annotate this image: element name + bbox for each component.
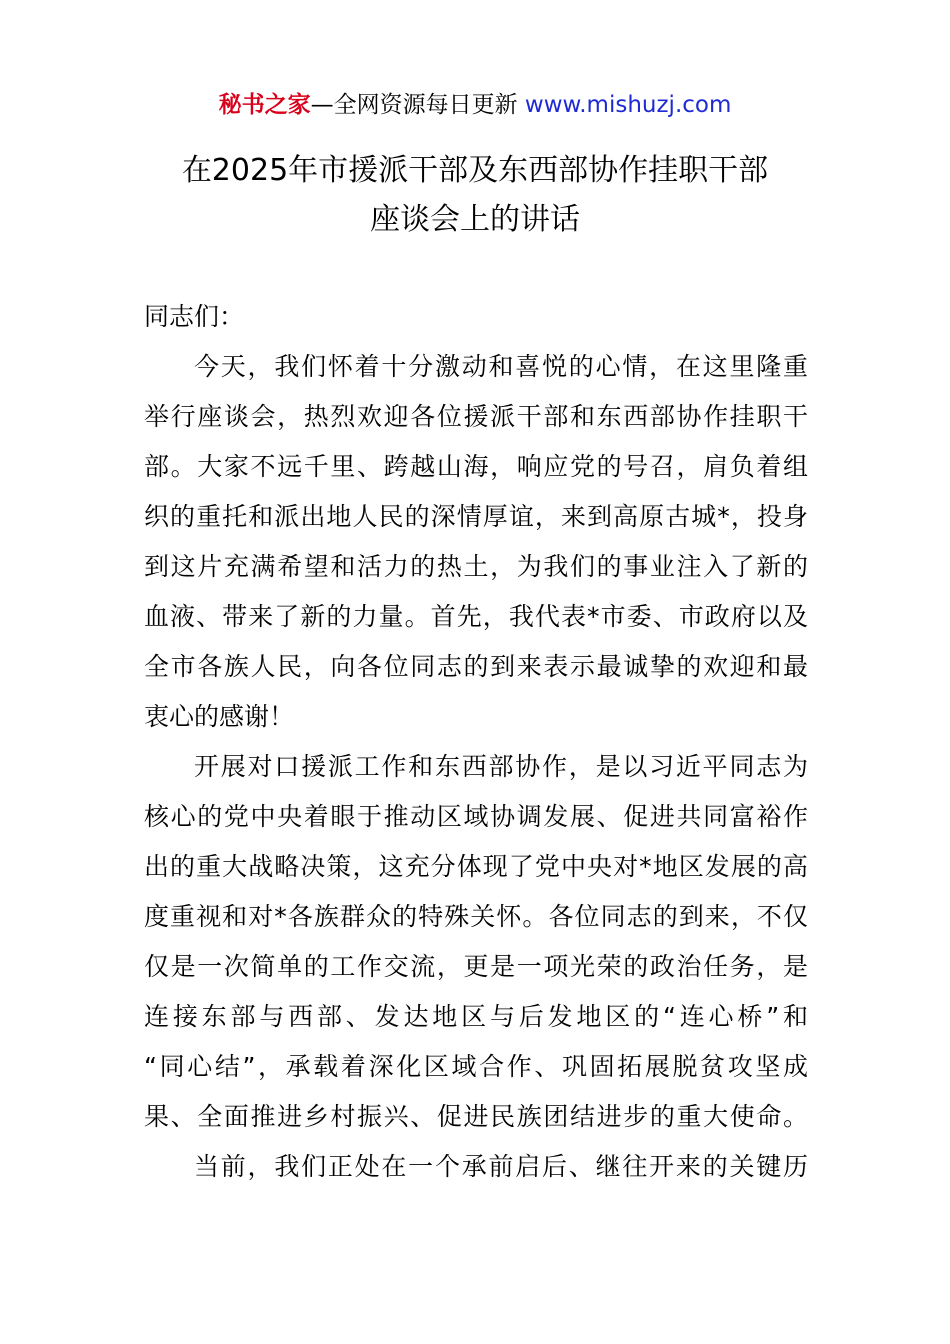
paragraph-1-line: 到这片充满希望和活力的热土，为我们的事业注入了新的	[144, 552, 808, 581]
paragraph-2-line: 度重视和对*各族群众的特殊关怀。各位同志的到来，不仅	[144, 902, 808, 931]
paragraph-2-line: 仅是一次简单的工作交流，更是一项光荣的政治任务，是	[144, 952, 808, 981]
paragraph-1-line: 全市各族人民，向各位同志的到来表示最诚挚的欢迎和最	[144, 652, 808, 681]
title-line-2: 座谈会上的讲话	[370, 202, 580, 237]
paragraph-2-line: “同心结”，承载着深化区域合作、巩固拓展脱贫攻坚成	[144, 1052, 808, 1081]
title-line-1: 在2025年市援派干部及东西部协作挂职干部	[181, 153, 769, 188]
site-url-link[interactable]: www.mishuzj.com	[524, 92, 732, 118]
site-header	[0, 88, 950, 122]
salutation: 同志们：	[144, 302, 245, 331]
paragraph-2-line: 核心的党中央着眼于推动区域协调发展、促进共同富裕作	[144, 802, 808, 831]
paragraph-3-line: 当前，我们正处在一个承前启后、继往开来的关键历	[194, 1152, 808, 1181]
site-tagline: —全网资源每日更新	[310, 92, 525, 118]
site-brand: 秘书之家	[218, 92, 311, 118]
document-body	[144, 292, 808, 1192]
paragraph-1-line: 衷心的感谢！	[144, 702, 295, 731]
paragraph-1-line: 今天，我们怀着十分激动和喜悦的心情，在这里隆重	[194, 352, 808, 381]
paragraph-2-line: 开展对口援派工作和东西部协作，是以习近平同志为	[194, 752, 808, 781]
paragraph-1-line: 举行座谈会，热烈欢迎各位援派干部和东西部协作挂职干	[144, 402, 808, 431]
paragraph-1-line: 血液、带来了新的力量。首先，我代表*市委、市政府以及	[144, 602, 808, 631]
paragraph-1-line: 织的重托和派出地人民的深情厚谊，来到高原古城*，投身	[144, 502, 808, 531]
paragraph-2-line: 果、全面推进乡村振兴、促进民族团结进步的重大使命。	[144, 1102, 808, 1131]
paragraph-2-line: 连接东部与西部、发达地区与后发地区的“连心桥”和	[144, 1002, 808, 1031]
paragraph-2-line: 出的重大战略决策，这充分体现了党中央对*地区发展的高	[144, 852, 808, 881]
document-title	[0, 146, 950, 244]
paragraph-1-line: 部。大家不远千里、跨越山海，响应党的号召，肩负着组	[144, 452, 808, 481]
